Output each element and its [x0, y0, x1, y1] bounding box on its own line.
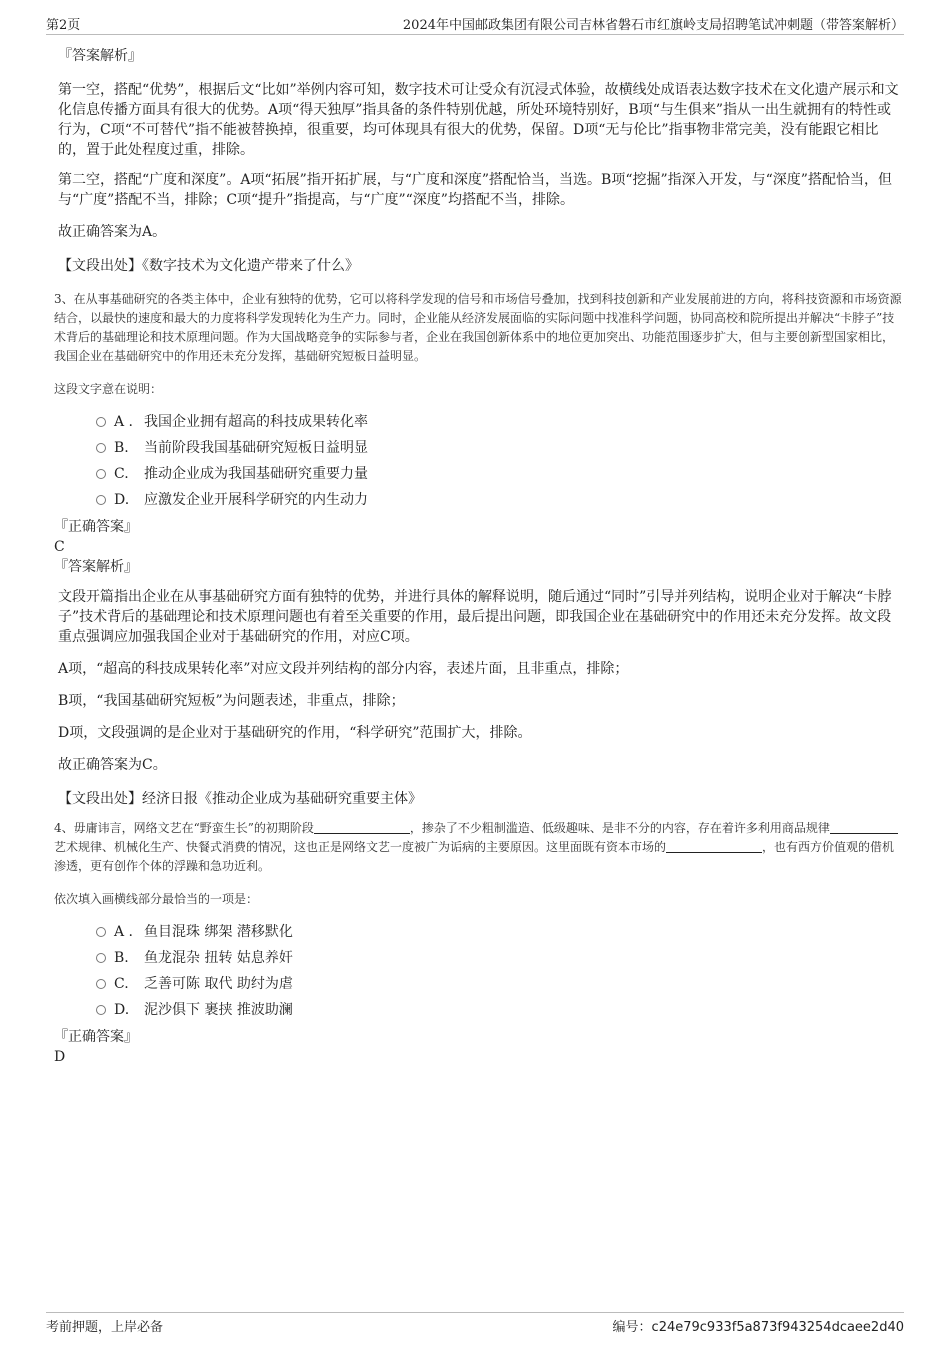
footer-slogan: 考前押题，上岸必备 — [46, 1320, 164, 1335]
q4-answer: D — [54, 1049, 66, 1065]
q3-answer-heading: 『正确答案』 — [54, 519, 138, 535]
q2-conclusion: 故正确答案为A。 — [58, 224, 167, 240]
q2-analysis-p2: 第二空，搭配“广度和深度”。A项“拓展”指开拓扩展，与“广度和深度”搭配恰当，当选。B项“挖掘”指深入开发，与“深度”搭配恰当，但与“广度”搭配不当，排除；C项“提升”指提高，与“广度”“深度”均搭配不当，排除。 — [58, 172, 892, 208]
page-footer — [46, 1312, 904, 1336]
q4-answer-heading: 『正确答案』 — [54, 1029, 138, 1045]
q3-analysis-p4: D项，文段强调的是企业对于基础研究的作用，“科学研究”范围扩大，排除。 — [58, 725, 532, 741]
q4-prompt: 依次填入画横线部分最恰当的一项是： — [54, 892, 259, 906]
q3-options — [96, 409, 904, 513]
q3-source: 【文段出处】经济日报《推动企业成为基础研究重要主体》 — [58, 791, 422, 807]
q4-option-b[interactable]: B. 鱼龙混杂 扭转 姑息养奸 — [96, 945, 904, 971]
q3-analysis-p2: A项，“超高的科技成果转化率”对应文段并列结构的部分内容，表述片面，且非重点，排除； — [58, 661, 629, 677]
radio-icon[interactable] — [96, 953, 106, 963]
q2-analysis-p1: 第一空，搭配“优势”，根据后文“比如”举例内容可知，数字技术可让受众有沉浸式体验，故横线处成语表达数字技术在文化遗产展示和文化信息传播方面具有很大的优势。A项“得天独厚”指具备的条件特别优越，所处环境特别好，B项“与生俱来”指从一出生就拥有的特性或行为，C项“不可替代”指不能被替换掉，很重要，均可体现具有很大的优势，保留。D项“无与伦比”指事物非常完美，没有能跟它相比的，置于此处程度过重，排除。 — [58, 82, 899, 158]
header-title: 2024年中国邮政集团有限公司吉林省磐石市红旗岭支局招聘笔试冲刺题（带答案解析） — [402, 18, 904, 33]
q3-stem: 3、在从事基础研究的各类主体中，企业有独特的优势，它可以将科学发现的信号和市场信号叠加，找到科技创新和产业发展前进的方向，将科技资源和市场资源结合，以最快的速度和最大的力度将科学发现转化为生产力。同时，企业能从经济发展面临的实际问题中找准科学问题，协同高校和院所提出并解决“卡脖子”技术背后的基础理论和技术原理问题。作为大国战略竞争的实际参与者，企业在我国创新体系中的地位更加突出、功能范围逐步扩大，但与主要创新型国家相比，我国企业在基础研究中的作用还未充分发挥，基础研究短板日益明显。 — [54, 292, 902, 363]
document-code: c24e79c933f5a873f943254dcaee2d40 — [651, 1320, 904, 1335]
blank-3 — [666, 840, 762, 853]
radio-icon[interactable] — [96, 495, 106, 505]
q3-option-a[interactable]: A . 我国企业拥有超高的科技成果转化率 — [96, 409, 904, 435]
radio-icon[interactable] — [96, 979, 106, 989]
footer-id: 编号：c24e79c933f5a873f943254dcaee2d40 — [612, 1320, 904, 1335]
q2-analysis-heading: 『答案解析』 — [58, 48, 142, 64]
page-content — [54, 46, 904, 1067]
q3-prompt: 这段文字意在说明： — [54, 382, 163, 396]
q3-option-b[interactable]: B. 当前阶段我国基础研究短板日益明显 — [96, 435, 904, 461]
q3-analysis-heading: 『答案解析』 — [54, 559, 138, 575]
q4-option-a[interactable]: A . 鱼目混珠 绑架 潜移默化 — [96, 919, 904, 945]
radio-icon[interactable] — [96, 927, 106, 937]
blank-2 — [830, 821, 898, 834]
q2-source: 【文段出处】《数字技术为文化遗产带来了什么》 — [58, 258, 359, 274]
q3-analysis-p1: 文段开篇指出企业在从事基础研究方面有独特的优势，并进行具体的解释说明，随后通过“同时”引导并列结构，说明企业对于解决“卡脖子”技术背后的基础理论和技术原理问题也有着至关重要的作用，最后提出问题，即我国企业在基础研究中的作用还未充分发挥。故文段重点强调应加强我国企业对于基础研究的作用，对应C项。 — [58, 589, 892, 645]
page-header — [46, 14, 904, 35]
q3-option-d[interactable]: D. 应激发企业开展科学研究的内生动力 — [96, 487, 904, 513]
q4-option-c[interactable]: C. 乏善可陈 取代 助纣为虐 — [96, 971, 904, 997]
q3-option-c[interactable]: C. 推动企业成为我国基础研究重要力量 — [96, 461, 904, 487]
q4-stem: 4、毋庸讳言，网络文艺在“野蛮生长”的初期阶段 ，掺杂了不少粗制滥造、低级趣味、是非不分的内容，存在着许多利用商品规律艺术规律、机械化生产、快餐式消费的情况，这也正是网络文艺一度被广为诟病的主要原因。这里面既有资本市场的 ，也有西方价值观的借机渗透，更有创作个体的浮躁和急功近利。 — [54, 819, 904, 876]
q4-options — [96, 919, 904, 1023]
q3-answer: C — [54, 539, 65, 555]
radio-icon[interactable] — [96, 469, 106, 479]
blank-1 — [314, 821, 410, 834]
q3-conclusion: 故正确答案为C。 — [58, 757, 167, 773]
page-number: 第2页 — [46, 18, 81, 33]
radio-icon[interactable] — [96, 1005, 106, 1015]
radio-icon[interactable] — [96, 443, 106, 453]
radio-icon[interactable] — [96, 417, 106, 427]
q3-analysis-p3: B项，“我国基础研究短板”为问题表述，非重点，排除； — [58, 693, 405, 709]
q4-option-d[interactable]: D. 泥沙俱下 裹挟 推波助澜 — [96, 997, 904, 1023]
